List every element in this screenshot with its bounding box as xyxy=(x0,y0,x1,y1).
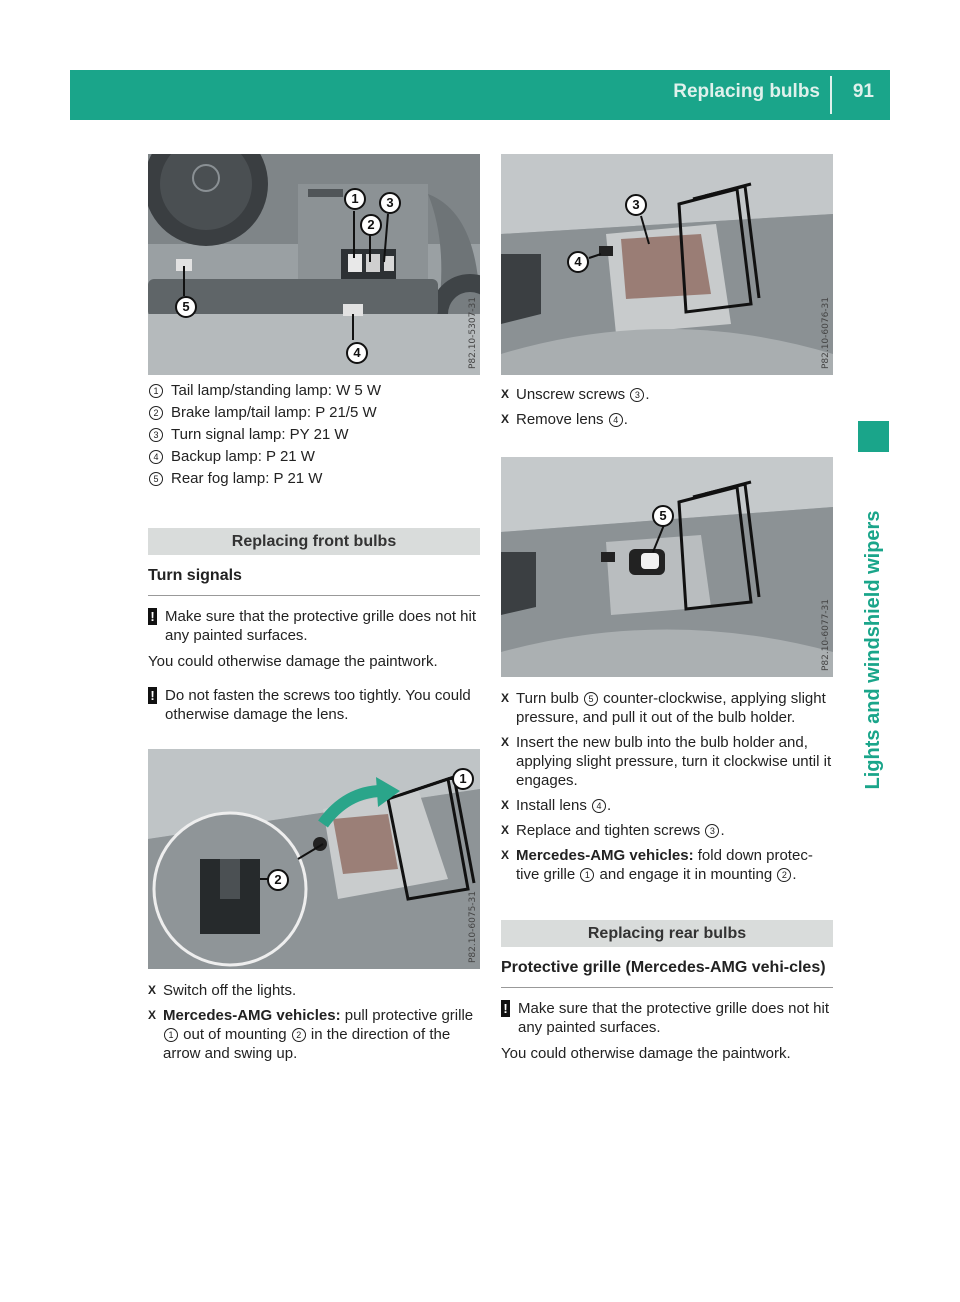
step-text-part: . xyxy=(720,822,725,839)
lens-screws-photo xyxy=(501,154,833,375)
step-text-part: Remove lens xyxy=(516,411,608,428)
inline-number: 1 xyxy=(580,868,594,882)
bulb-legend xyxy=(148,381,480,488)
legend-text: Turn signal lamp: PY 21 W xyxy=(171,426,349,443)
page-title: Replacing bulbs xyxy=(673,81,820,102)
step-text xyxy=(516,385,650,404)
callout-4: 4 xyxy=(346,342,368,364)
step-text-part: . xyxy=(645,386,650,403)
step-arrow-icon: X xyxy=(501,412,510,426)
step-arrow-icon: X xyxy=(501,823,510,837)
rear-lamps-illustration xyxy=(148,154,480,375)
inline-number: 2 xyxy=(292,1028,306,1042)
step-arrow-icon: X xyxy=(148,1008,157,1022)
step-text xyxy=(163,1006,480,1063)
step-item xyxy=(501,796,833,815)
callout-5: 5 xyxy=(175,296,197,318)
warning-text: Make sure that the protective grille does not hit any painted surfaces. xyxy=(518,1000,830,1036)
callout-2: 2 xyxy=(267,869,289,891)
warning-icon: ! xyxy=(148,608,157,625)
legend-text: Rear fog lamp: P 21 W xyxy=(171,470,323,487)
lens-screws-illustration xyxy=(501,154,833,375)
instruction-steps xyxy=(501,385,833,429)
section-title-front: Replacing front bulbs xyxy=(148,528,480,555)
legend-number: 5 xyxy=(149,472,163,486)
step-arrow-icon: X xyxy=(501,387,510,401)
bulb-photo xyxy=(501,457,833,677)
step-text xyxy=(516,410,628,429)
step-text xyxy=(516,796,611,815)
legend-item xyxy=(148,403,480,422)
callout-3: 3 xyxy=(625,194,647,216)
step-item xyxy=(501,410,833,429)
inline-number: 4 xyxy=(592,799,606,813)
step-item xyxy=(148,981,480,1000)
legend-item xyxy=(148,381,480,400)
chapter-tab-label: Lights and windshield wipers xyxy=(862,510,884,790)
callout-3: 3 xyxy=(379,192,401,214)
callout-1: 1 xyxy=(344,188,366,210)
warning-text: Do not fasten the screws too tightly. You could otherwise damage the lens. xyxy=(165,687,471,723)
header-divider xyxy=(830,76,832,114)
step-text-part: and engage it in mounting xyxy=(595,866,777,883)
warning-text: You could otherwise damage the paintwork. xyxy=(148,653,438,670)
instruction-steps xyxy=(148,981,480,1063)
figure-code: P82.10-6077-31 xyxy=(821,598,831,671)
step-text-part: . xyxy=(623,411,628,428)
subheading-turn-signals: Turn signals xyxy=(148,565,480,596)
instruction-steps xyxy=(501,689,833,884)
callout-1: 1 xyxy=(452,768,474,790)
inline-number: 3 xyxy=(705,824,719,838)
step-item xyxy=(148,1006,480,1063)
legend-number: 4 xyxy=(149,450,163,464)
step-item xyxy=(501,733,833,790)
page-number: 91 xyxy=(852,81,874,102)
warning-icon: ! xyxy=(148,687,157,704)
right-column xyxy=(501,154,833,1078)
inline-number: 1 xyxy=(164,1028,178,1042)
step-arrow-icon: X xyxy=(501,798,510,812)
warning-note xyxy=(148,686,480,731)
step-text xyxy=(516,689,833,727)
step-item xyxy=(501,821,833,840)
figure-code: P82.10-5307-31 xyxy=(468,296,478,369)
warning-text: You could otherwise damage the paintwork. xyxy=(501,1045,791,1062)
front-grille-illustration xyxy=(148,749,480,969)
legend-number: 3 xyxy=(149,428,163,442)
legend-number: 2 xyxy=(149,406,163,420)
bulb-illustration xyxy=(501,457,833,677)
step-text-part: in the direction of the arrow and swing up. xyxy=(163,1026,451,1062)
inline-number: 2 xyxy=(777,868,791,882)
inline-number: 3 xyxy=(630,388,644,402)
front-grille-photo xyxy=(148,749,480,969)
inline-number: 4 xyxy=(609,413,623,427)
step-text: Insert the new bulb into the bulb holder and, applying slight pressure, turn it clockwise until it engages. xyxy=(516,734,832,789)
step-text xyxy=(516,846,833,884)
callout-5: 5 xyxy=(652,505,674,527)
warning-note xyxy=(148,607,480,678)
rear-lamps-photo xyxy=(148,154,480,375)
step-text-part: . xyxy=(792,866,797,883)
legend-text: Brake lamp/tail lamp: P 21/5 W xyxy=(171,404,377,421)
step-text-part: Install lens xyxy=(516,797,592,814)
step-text-part: . xyxy=(607,797,612,814)
step-label: Mercedes-AMG vehicles: xyxy=(516,847,694,864)
step-item xyxy=(501,385,833,404)
callout-2: 2 xyxy=(360,214,382,236)
step-text xyxy=(516,821,725,840)
chapter-tab-marker xyxy=(858,421,889,452)
step-arrow-icon: X xyxy=(148,983,157,997)
step-label: Mercedes-AMG vehicles: xyxy=(163,1007,341,1024)
figure-code: P82.10-6076-31 xyxy=(821,296,831,369)
step-item xyxy=(501,689,833,727)
step-item xyxy=(501,846,833,884)
figure-code: P82.10-6075-31 xyxy=(468,890,478,963)
warning-icon: ! xyxy=(501,1000,510,1017)
inline-number: 5 xyxy=(584,692,598,706)
subheading-protective-grille: Protective grille (Mercedes-AMG vehi-cles) xyxy=(501,957,833,988)
step-arrow-icon: X xyxy=(501,735,510,749)
section-title-rear: Replacing rear bulbs xyxy=(501,920,833,947)
step-arrow-icon: X xyxy=(501,691,510,705)
step-text-part: pull protective grille xyxy=(340,1007,474,1024)
step-text-part: Turn bulb xyxy=(516,690,583,707)
callout-4: 4 xyxy=(567,251,589,273)
step-text-part: counter-clockwise, applying slight pressure, and pull it out of the bulb holder. xyxy=(516,690,826,726)
legend-number: 1 xyxy=(149,384,163,398)
step-text: Switch off the lights. xyxy=(163,982,297,999)
warning-note xyxy=(501,999,833,1070)
legend-item xyxy=(148,425,480,444)
warning-text: Make sure that the protective grille does not hit any painted surfaces. xyxy=(165,608,477,644)
legend-item xyxy=(148,469,480,488)
step-text-part: Unscrew screws xyxy=(516,386,630,403)
left-column xyxy=(148,154,480,1069)
step-text-part: out of mounting xyxy=(179,1026,291,1043)
step-text-part: fold down protec-tive grille xyxy=(516,847,813,883)
step-arrow-icon: X xyxy=(501,848,510,862)
legend-text: Backup lamp: P 21 W xyxy=(171,448,315,465)
header-bar xyxy=(70,70,890,120)
step-text-part: Replace and tighten screws xyxy=(516,822,705,839)
legend-text: Tail lamp/standing lamp: W 5 W xyxy=(171,382,382,399)
legend-item xyxy=(148,447,480,466)
